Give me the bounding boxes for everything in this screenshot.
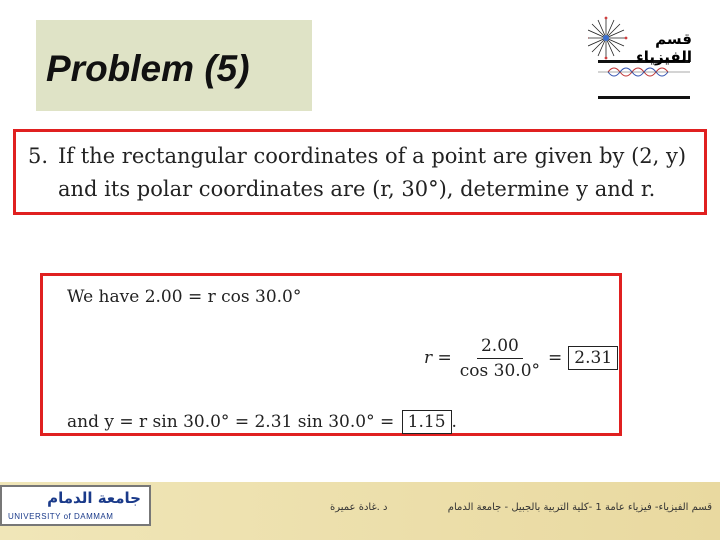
y-equation: and y = r sin 30.0° = 2.31 sin 30.0° = <box>67 412 395 432</box>
fraction-numerator: 2.00 <box>477 336 523 359</box>
problem-statement <box>28 140 698 206</box>
solution-line-1: We have 2.00 = r cos 30.0° <box>67 287 302 307</box>
solution-line-3 <box>67 412 457 432</box>
slide-title: Problem (5) <box>46 48 250 89</box>
department-name: قسم الفيزياء <box>636 30 692 66</box>
problem-line-2: and its polar coordinates are (r, 30°), determine y and r. <box>58 177 656 201</box>
university-logo-icon <box>0 485 151 526</box>
equals-sign: = <box>548 348 563 368</box>
title-banner <box>36 20 312 111</box>
university-name-latin: UNIVERSITY of DAMMAM <box>8 512 114 521</box>
university-name-arabic: جامعة الدمام <box>47 489 141 507</box>
fraction <box>456 336 544 381</box>
r-label: r = <box>424 348 452 368</box>
problem-line-1: If the rectangular coordinates of a point are given by (2, y) <box>58 144 687 168</box>
solution-box <box>40 273 622 436</box>
footer-course: قسم الفيزياء- فيزياء عامة 1 -كلية التربية بالجبيل - جامعة الدمام <box>447 502 712 513</box>
fraction-denominator: cos 30.0° <box>459 360 541 381</box>
y-result: 1.15 <box>402 410 452 434</box>
footer-author: د .غادة عميرة <box>330 502 388 513</box>
sentence-end: . <box>451 412 457 432</box>
r-equation <box>424 332 618 384</box>
r-result: 2.31 <box>568 346 618 370</box>
problem-statement-box <box>13 129 707 215</box>
problem-number: 5. <box>28 144 49 168</box>
